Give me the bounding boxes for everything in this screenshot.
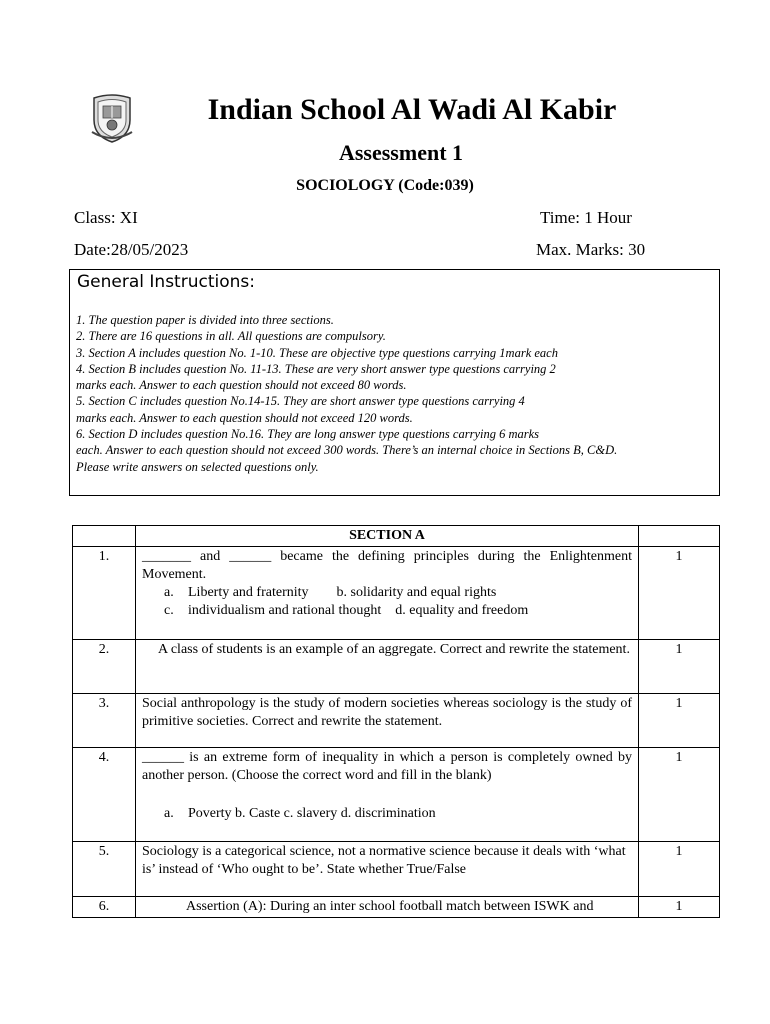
question-text-cell <box>136 694 639 748</box>
question-row <box>73 547 720 640</box>
empty-cell <box>73 526 136 547</box>
question-number: 4. <box>73 748 136 842</box>
question-marks: 1 <box>639 640 720 694</box>
subject-title: SOCIOLOGY (Code:039) <box>296 177 474 194</box>
question-number: 2. <box>73 640 136 694</box>
question-marks: 1 <box>639 842 720 897</box>
instruction-line: each. Answer to each question should not exceed 300 words. There’s an internal choice in Sections B, C&D. <box>76 443 618 458</box>
time-label: Time: 1 Hour <box>540 208 632 227</box>
question-text: ______ is an extreme form of inequality in which a person is completely owned by another person. (Choose the correct word and fill in the blank) <box>142 750 632 783</box>
assessment-title: Assessment 1 <box>338 140 464 165</box>
instruction-line: 5. Section C includes question No.14-15. They are short answer type questions carrying 4 <box>76 394 525 409</box>
question-text: Assertion (A): During an inter school football match between ISWK and <box>186 899 594 914</box>
question-text-cell <box>136 897 639 918</box>
instruction-line: 1. The question paper is divided into three sections. <box>76 313 334 327</box>
question-number: 6. <box>73 897 136 918</box>
question-marks: 1 <box>639 897 720 918</box>
question-number: 1. <box>73 547 136 640</box>
instructions-list <box>76 312 716 475</box>
instruction-line: 4. Section B includes question No. 11-13. These are very short answer type questions carrying 2 <box>76 361 556 376</box>
option-label: a. <box>164 806 174 821</box>
school-name: Indian School Al Wadi Al Kabir <box>207 93 617 126</box>
question-text: Sociology is a categorical science, not a normative science because it deals with ‘what is’ instead of ‘Who ought to be’. State whether True/False <box>142 844 626 877</box>
instruction-line: Please write answers on selected questions only. <box>76 459 319 474</box>
instruction-line: marks each. Answer to each question should not exceed 80 words. <box>76 378 407 393</box>
questions-table <box>72 525 720 918</box>
question-marks: 1 <box>639 748 720 842</box>
option-a: Liberty and fraternity <box>188 585 309 600</box>
question-row <box>73 897 720 918</box>
instruction-line: marks each. Answer to each question should not exceed 120 words. <box>76 410 413 425</box>
general-instructions-box <box>69 269 720 496</box>
question-text-cell <box>136 748 639 842</box>
question-marks: 1 <box>639 547 720 640</box>
question-number: 3. <box>73 694 136 748</box>
option-label: c. <box>164 603 174 618</box>
question-text: Social anthropology is the study of modern societies whereas sociology is the study of primitive societies. Correct and rewrite the statement. <box>142 696 632 729</box>
option-b: b. solidarity and equal rights <box>336 585 497 600</box>
question-row <box>73 748 720 842</box>
options-text: Poverty b. Caste c. slavery d. discrimination <box>188 806 436 821</box>
option-c: individualism and rational thought <box>188 603 382 618</box>
question-row <box>73 842 720 897</box>
instruction-line: 6. Section D includes question No.16. They are long answer type questions carrying 6 marks <box>76 427 540 442</box>
date-label: Date:28/05/2023 <box>74 240 189 259</box>
options-row <box>142 602 632 620</box>
options-row <box>142 584 632 602</box>
question-text-cell <box>136 640 639 694</box>
max-marks-label: Max. Marks: 30 <box>536 240 646 259</box>
option-d: d. equality and freedom <box>395 603 529 618</box>
question-text: _______ and ______ became the defining principles during the Enlightenment Movement. <box>142 549 632 582</box>
question-text-cell <box>136 842 639 897</box>
option-label: a. <box>164 585 174 600</box>
question-text: A class of students is an example of an aggregate. Correct and rewrite the statement. <box>158 642 630 657</box>
instruction-line: 2. There are 16 questions in all. All questions are compulsory. <box>76 329 386 344</box>
instruction-line: 3. Section A includes question No. 1-10. These are objective type questions carrying 1mark each <box>76 345 558 360</box>
question-text-cell <box>136 547 639 640</box>
section-title: SECTION A <box>136 526 639 547</box>
class-label: Class: XI <box>74 208 138 227</box>
empty-cell <box>639 526 720 547</box>
question-row <box>73 694 720 748</box>
question-row <box>73 640 720 694</box>
options-row <box>142 805 632 823</box>
instructions-title: General Instructions: <box>77 272 255 292</box>
question-marks: 1 <box>639 694 720 748</box>
section-header-row <box>73 526 720 547</box>
question-number: 5. <box>73 842 136 897</box>
